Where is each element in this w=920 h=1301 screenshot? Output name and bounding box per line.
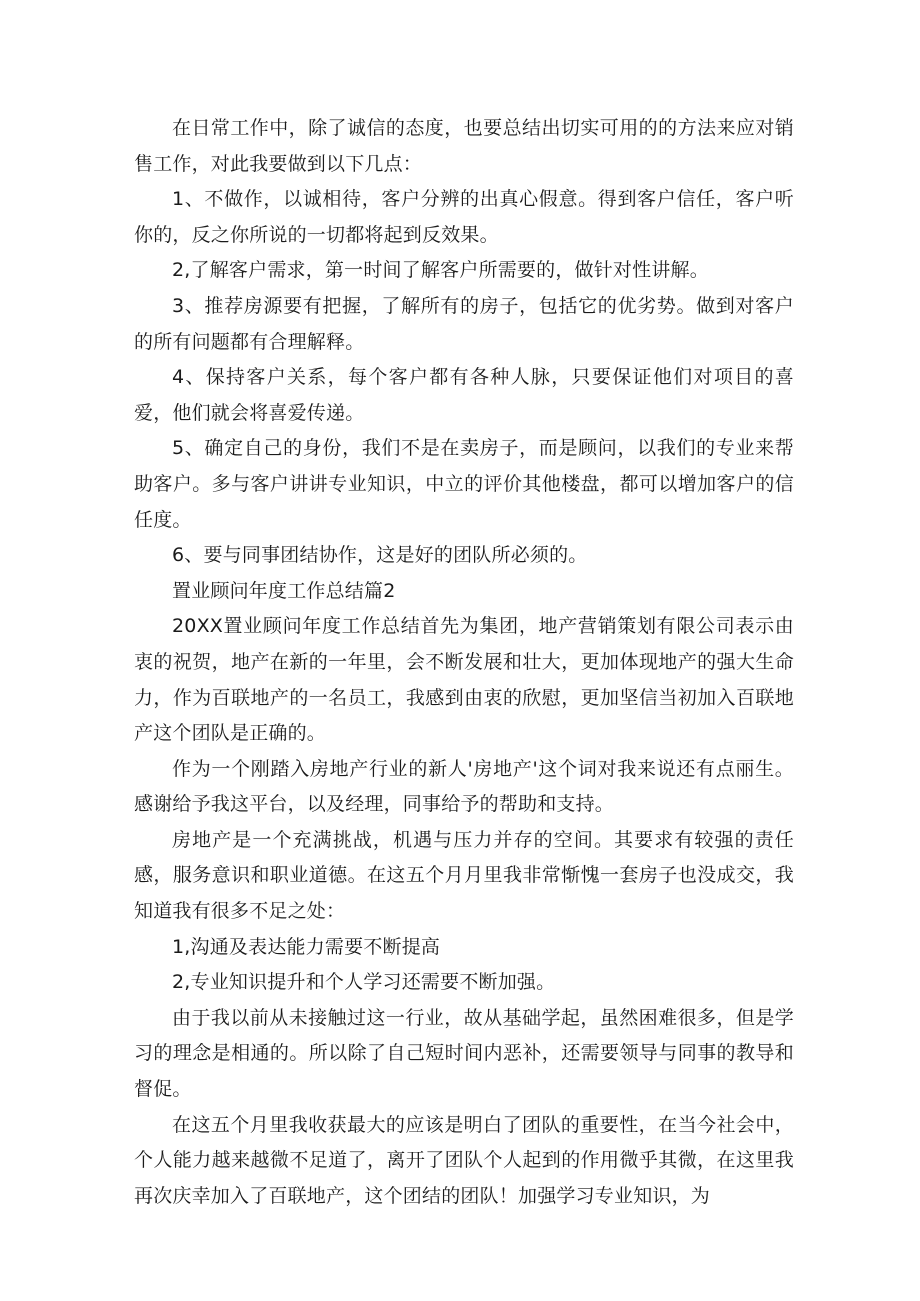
paragraph-teamwork: 在这五个月里我收获最大的应该是明白了团队的重要性，在当今社会中，个人能力越来越微不足道了，离开了团队个人起到的作用微乎其微，在这里我再次庆幸加入了百联地产，这个团结的团队！加强学习专业知识，为 [134, 1113, 794, 1207]
paragraph-point-5: 5、确定自己的身份，我们不是在卖房子，而是顾问，以我们的专业来帮助客户。多与客户讲讲专业知识，中立的评价其他楼盘，都可以增加客户的信任度。 [134, 437, 794, 531]
paragraph-intro: 在日常工作中，除了诚信的态度，也要总结出切实可用的的方法来应对销售工作，对此我要做到以下几点： [134, 117, 794, 175]
paragraph-shortcoming-1: 1,沟通及表达能力需要不断提高 [172, 935, 441, 958]
paragraph-learning: 由于我以前从未接触过这一行业，故从基础学起，虽然困难很多，但是学习的理念是相通的。所以除了自己短时间内恶补，还需要领导与同事的教导和督促。 [134, 1006, 794, 1101]
document-body [134, 111, 794, 1214]
paragraph-challenges: 房地产是一个充满挑战，机遇与压力并存的空间。其要求有较强的责任感，服务意识和职业道德。在这五个月月里我非常惭愧一套房子也没成交，我知道我有很多不足之处： [134, 828, 794, 923]
paragraph-point-2: 2,了解客户需求，第一时间了解客户所需要的，做针对性讲解。 [172, 259, 709, 282]
paragraph-newcomer: 作为一个刚踏入房地产行业的新人'房地产'这个词对我来说还有点丽生。感谢给予我这平台，以及经理，同事给予的帮助和支持。 [134, 757, 794, 816]
paragraph-shortcoming-2: 2,专业知识提升和个人学习还需要不断加强。 [172, 971, 556, 994]
paragraph-point-3: 3、推荐房源要有把握，了解所有的房子，包括它的优劣势。做到对客户的所有问题都有合理解释。 [134, 294, 794, 353]
paragraph-point-4: 4、保持客户关系，每个客户都有各种人脉，只要保证他们对项目的喜爱，他们就会将喜爱传递。 [134, 366, 794, 424]
paragraph-point-6: 6、要与同事团结协作，这是好的团队所必须的。 [172, 544, 588, 567]
section-heading: 置业顾问年度工作总结篇2 [172, 579, 396, 602]
paragraph-point-1: 1、不做作，以诚相待，客户分辨的出真心假意。得到客户信任，客户听你的，反之你所说的一切都将起到反效果。 [134, 188, 794, 246]
paragraph-congratulations: 20XX置业顾问年度工作总结首先为集团，地产营销策划有限公司表示由衷的祝贺，地产在新的一年里，会不断发展和壮大，更加体现地产的强大生命力，作为百联地产的一名员工，我感到由衷的欣慰，更加坚信当初加入百联地产这个团队是正确的。 [134, 615, 794, 745]
